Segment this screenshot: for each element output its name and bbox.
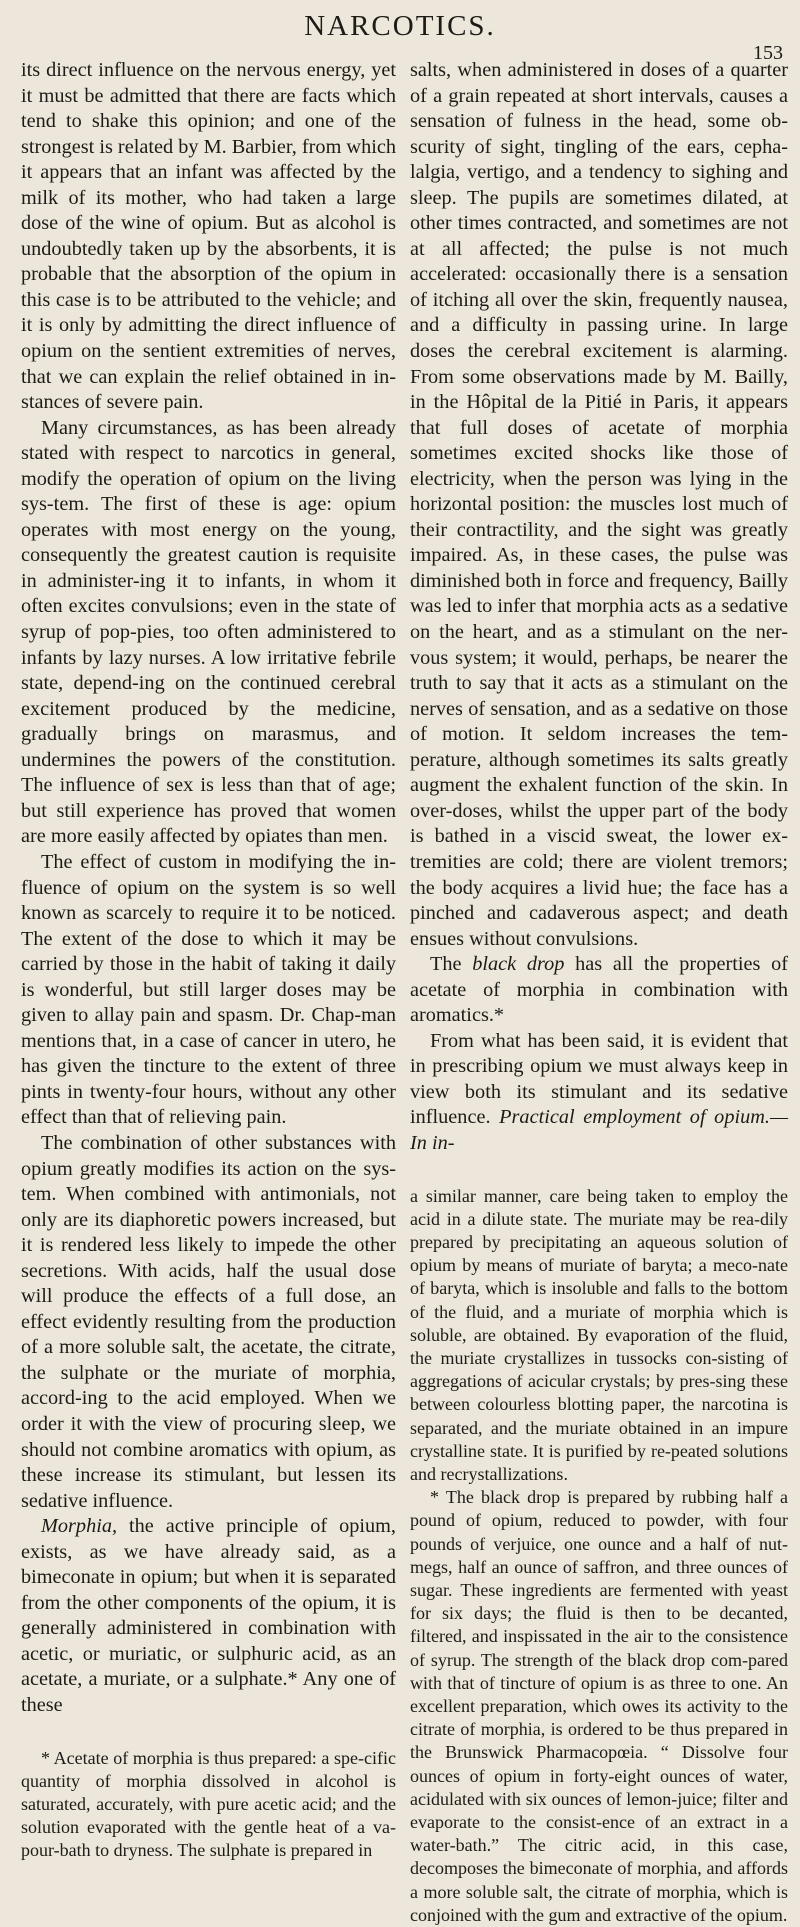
- footnote-continued: a similar manner, care being taken to employ the acid in a dilute state. The muriate may be rea-dily prepared by precipitating an aqueous solution of opium by means of muriate of baryta; a meco-nate of baryta, which is insoluble and falls to the bottom of the fluid, and a muriate of morphia which is soluble, are obtained. By evaporation of the fluid, the muriate crystallizes in tussocks con-sisting of aggregations of acicular crystals; by pres-sing these between colourless blotting paper, the narcotina is separated, and the muriate obtained in an impure crystalline state. It is purified by re-peated solutions and recrystallizations.: [410, 1185, 788, 1484]
- footnote-separator: [21, 1719, 396, 1747]
- italic-term: black drop: [472, 953, 565, 976]
- running-title: NARCOTICS.: [304, 10, 496, 42]
- paragraph: its direct influence on the nervous energy, yet it must be admitted that there are facts which tend to shake this opinion; and one of the strongest is related by M. Barbier, from which it appears that an infant was affected by the milk of its mother, who had taken a large dose of the wine of opium. But as alcohol is undoubtedly taken up by the absorbents, it is probable that the absorption of the opium in this case is to be attributed to the vehicle; and it is only by admitting the direct influence of opium on the sentient extremities of nerves, that we can explain the relief obtained in in-stances of severe pain.: [21, 59, 396, 414]
- paragraph-text: has all the properties of acetate of morphia in combination with aromatics.*: [410, 953, 788, 1027]
- left-column: [21, 58, 396, 1863]
- footnote-black-drop: * The black drop is prepared by rubbing half a pound of opium, reduced to powder, with four pounds of verjuice, one ounce and a half of nut-megs, half an ounce of saffron, and three ounces of sugar. These ingredients are fermented with yeast for six days; the fluid is then to be decanted, filtered, and inspissated in the air to the consistence of syrup. The strength of the black drop com-pared with that of tincture of opium is as three to one. An excellent preparation, which owes its activity to the citrate of morphia, is ordered to be thus prepared in the Brunswick Pharmacopœia. “ Dissolve four ounces of opium in forty-eight ounces of water, acidulated with six ounces of lemon-juice; filter and evaporate to the consist-ence of an extract in a water-bath.” The citric acid, in this case, decomposes the bimeconate of morphia, and affords a more soluble salt, the citrate of morphia, which is conjoined with the gum and extractive of the opium.: [410, 1487, 788, 1925]
- italic-term: Morphia,: [41, 1515, 118, 1538]
- paragraph: Many circumstances, as has been already stated with respect to narcotics in general, modify the operation of opium on the living sys-tem. The first of these is age: opium operates with most energy on the young, consequently the greatest caution is requisite in administer-ing it to infants, in whom it often excites convulsions; even in the state of syrup of pop-pies, too often administered to infants by lazy nurses. A low irritative febrile state, depend-ing on the continued cerebral excitement produced by the medicine, gradually brings on marasmus, and undermines the powers of the constitution. The influence of sex is less than that of age; but still experience has proved that women are more easily affected by opiates than men.: [21, 416, 396, 848]
- paragraph-black-drop: [410, 952, 788, 1029]
- italic-heading: Practical employment of opium.—In in-: [410, 1106, 788, 1154]
- right-column: [410, 58, 788, 1927]
- paragraph: [410, 1029, 788, 1157]
- paragraph-text: The: [430, 953, 473, 976]
- paragraph-text: From what has been said, it is evident that in prescribing opium we must always keep in view both its stimulant and its sedative influence.: [410, 1029, 788, 1129]
- page-number: 153: [753, 42, 783, 64]
- paragraph: salts, when administered in doses of a quarter of a grain repeated at short intervals, causes a sensation of fulness in the head, some ob-scurity of sight, tingling of the ears, cepha-lalgia, vertigo, and a tendency to sighing and sleep. The pupils are sometimes dilated, at other times contracted, and sometimes are not at all affected; the pulse is not much accelerated: occasionally there is a sensation of itching all over the skin, frequently nausea, and a difficulty in passing urine. In large doses the cerebral excitement is alarming. From some observations made by M. Bailly, in the Hôpital de la Pitié in Paris, it appears that full doses of acetate of morphia sometimes excited shocks like those of electricity, when the person was lying in the horizontal position: the muscles lost much of their contractility, and the sight was greatly impaired. As, in these cases, the pulse was diminished both in force and frequency, Bailly was led to infer that morphia acts as a sedative on the heart, and as a stimulant on the ner-vous system; it would, perhaps, be nearer the truth to say that it acts as a stimulant on the nerves of sensation, and as a sedative on those of motion. It seldom increases the tem-perature, although sometimes its salts greatly augment the exhalent function of the skin. In over-doses, whilst the upper part of the body is bathed in a viscid sweat, the lower ex-tremities are cold; there are violent tremors; the body acquires a livid hue; the face has a pinched and cadaverous aspect; and death ensues without convulsions.: [410, 59, 788, 950]
- paragraph: The combination of other substances with opium greatly modifies its action on the sys-tem. When combined with antimonials, not only are its diaphoretic powers increased, but it is rendered less likely to impede the other secretions. With acids, half the usual dose will produce the effects of a full dose, an effect evidently resulting from the production of a more soluble salt, the acetate, the citrate, the sulphate or the muriate of morphia, accord-ing to the acid employed. When we order it with the view of procuring sleep, we should not combine aromatics with opium, as these increase its stimulant, but lessen its sedative influence.: [21, 1131, 396, 1512]
- paragraph-morphia: [21, 1514, 396, 1718]
- paragraph-text: the active principle of opium, exists, as we have already said, as a bimeconate in opium; but when it is separated from the other components of the opium, it is generally administered in combination with acetic, or muriatic, or sulphuric acid, as an acetate, a muriate, or a sulphate.* Any one of these: [21, 1515, 396, 1716]
- footnote-separator: [410, 1157, 788, 1185]
- footnote: * Acetate of morphia is thus prepared: a spe-cific quantity of morphia dissolved in alcohol is saturated, accurately, with pure acetic acid; and the solution evaporated with the gentle heat of a va-pour-bath to dryness. The sulphate is prepared in: [21, 1747, 396, 1861]
- paragraph: The effect of custom in modifying the in-fluence of opium on the system is so well known as scarcely to require it to be noticed. The extent of the dose to which it may be carried by those in the habit of taking it daily is wonderful, but still larger doses may be given to allay pain and spasm. Dr. Chap-man mentions that, in a case of cancer in utero, he has given the tincture to the extent of three pints in twenty-four hours, without any other effect than that of relieving pain.: [21, 850, 396, 1129]
